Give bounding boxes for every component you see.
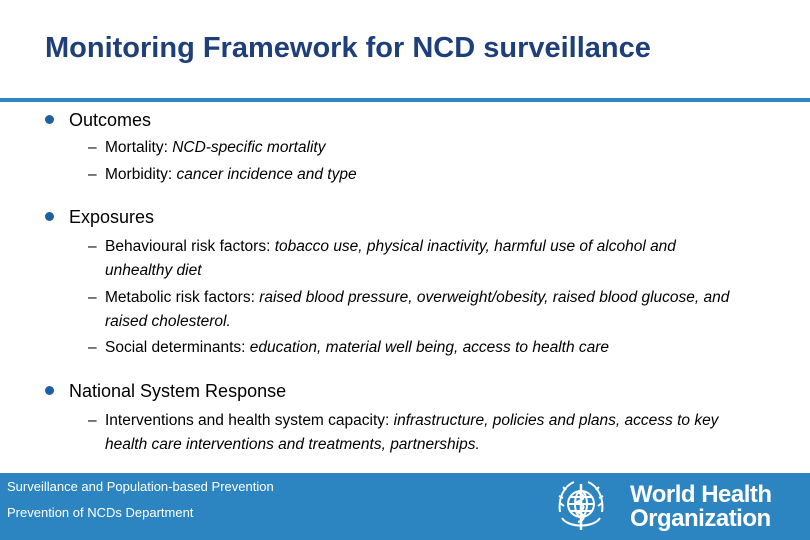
who-emblem-icon <box>552 478 610 536</box>
item-label: Interventions and health system capacity: <box>105 412 394 429</box>
dash-bullet: – <box>88 339 97 356</box>
list-item <box>88 409 738 456</box>
section-heading: Exposures <box>69 207 155 227</box>
dash-bullet: – <box>88 139 97 156</box>
list-item <box>88 235 738 282</box>
logo-text-organization: Organization <box>630 505 771 532</box>
list-item <box>88 286 738 333</box>
logo-text-world-health: World Health <box>630 481 772 508</box>
dash-bullet: – <box>88 166 97 183</box>
list-item <box>88 336 738 360</box>
title-divider <box>0 98 810 102</box>
section-heading: National System Response <box>69 381 287 401</box>
item-detail: tobacco use, physical inactivity, harmful use of alcohol and unhealthy diet <box>105 238 676 279</box>
item-label: Morbidity: <box>105 166 177 183</box>
dash-bullet: – <box>88 289 97 306</box>
item-label: Metabolic risk factors: <box>105 289 260 306</box>
who-logo <box>552 478 802 534</box>
item-label: Mortality: <box>105 139 173 156</box>
dash-bullet: – <box>88 412 97 429</box>
dash-bullet: – <box>88 238 97 255</box>
item-detail: NCD-specific mortality <box>172 139 326 156</box>
section-heading: Outcomes <box>69 110 152 130</box>
item-detail: cancer incidence and type <box>176 166 357 183</box>
slide-title: Monitoring Framework for NCD surveillance <box>45 32 651 64</box>
bullet-dot-icon <box>45 386 54 395</box>
list-item <box>88 163 738 187</box>
bullet-dot-icon <box>45 115 54 124</box>
item-detail: raised blood pressure, overweight/obesity, raised blood glucose, and raised cholesterol. <box>105 289 730 330</box>
footer-department: Prevention of NCDs Department <box>7 505 194 520</box>
bullet-dot-icon <box>45 212 54 221</box>
list-item <box>88 136 738 160</box>
footer-program: Surveillance and Population-based Prevention <box>7 479 274 494</box>
item-detail: education, material well being, access to health care <box>249 339 610 356</box>
item-detail: infrastructure, policies and plans, access to key health care interventions and treatments, partnerships. <box>105 412 719 453</box>
item-label: Social determinants: <box>105 339 250 356</box>
item-label: Behavioural risk factors: <box>105 238 275 255</box>
